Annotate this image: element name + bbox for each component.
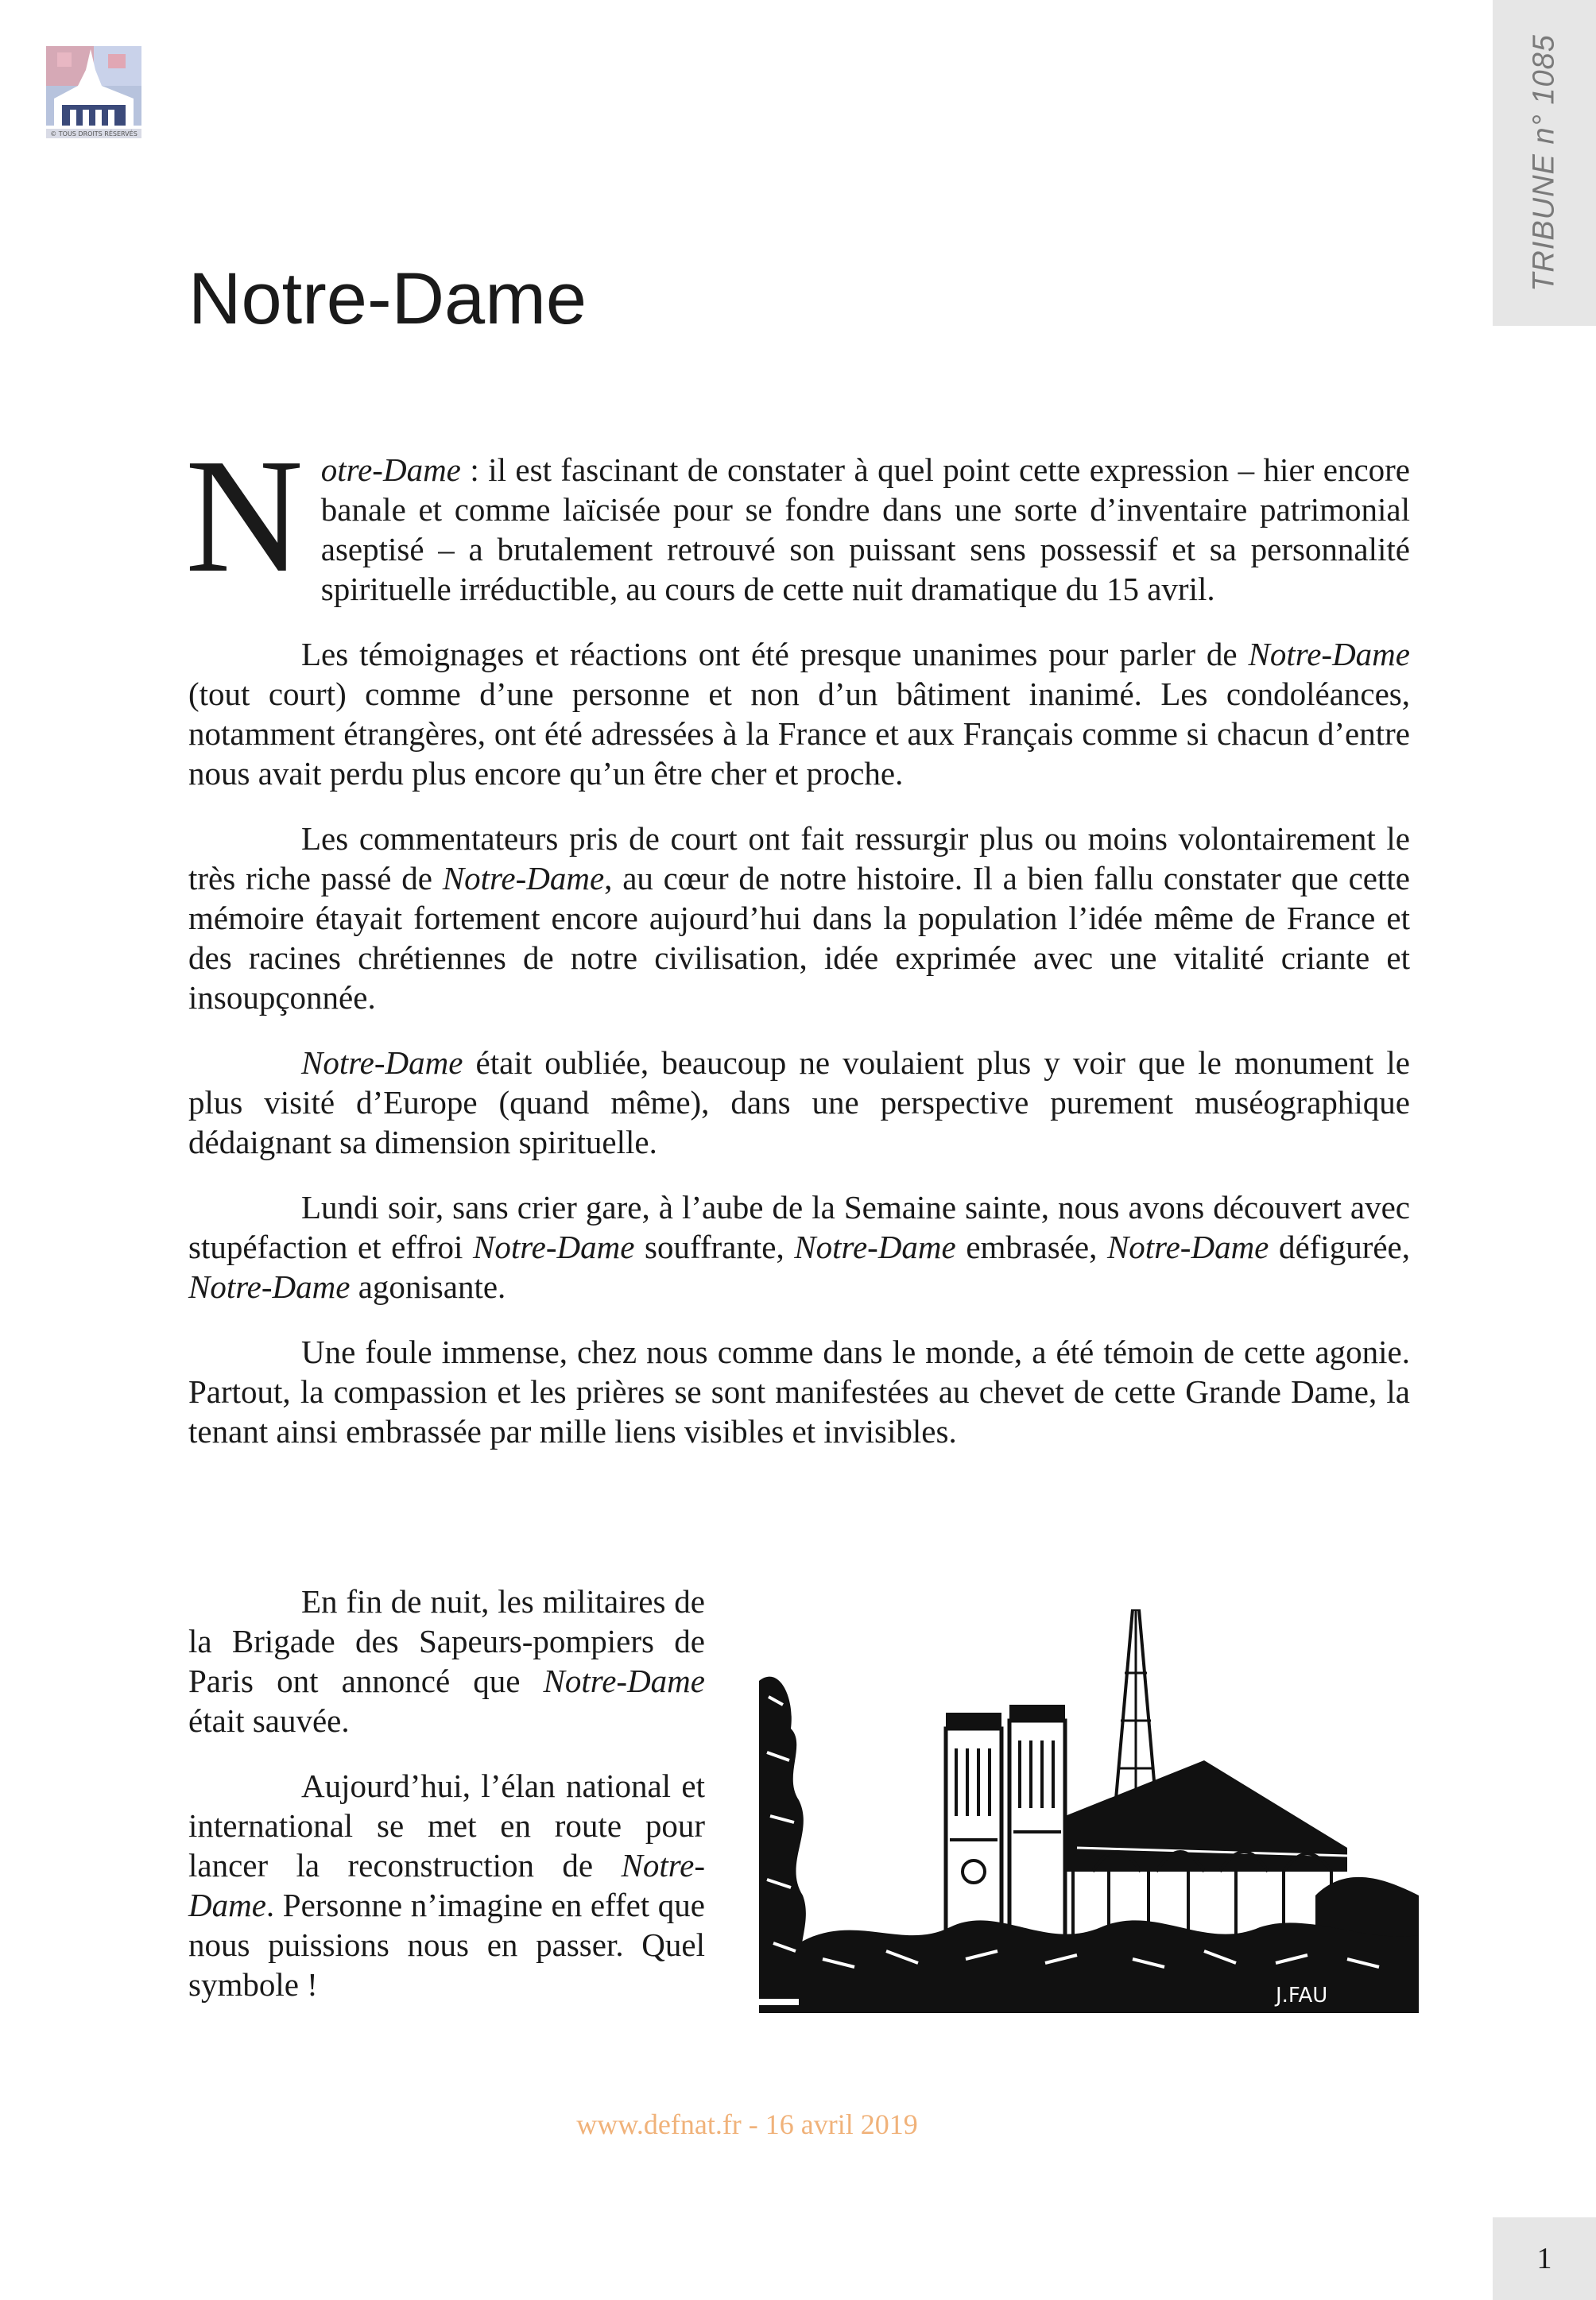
article-body [185,424,1410,1477]
italic-text: Notre-Dame [1106,1229,1269,1265]
paragraph-text: défigurée, [1269,1229,1410,1265]
paragraph-2 [188,634,1410,793]
paragraph-text: était oubliée, beaucoup ne voulaient plus y voir que le monument le plus visité d’Europe (quand même), dans une perspective purement muséographique dédaignant sa dimension spirituelle. [188,1044,1410,1160]
cathedral-illustration [759,1609,1419,2023]
paragraph-text: . Personne n’imagine en effet que nous puissions nous en passer. Quel symbole ! [188,1887,705,2003]
illustration-signature: J.FAU [1276,1984,1328,2008]
paragraph-text: Lundi soir, sans crier gare, à l’aube de la Semaine sainte, nous avons découvert avec stupéfaction et effroi [188,1189,1410,1265]
italic-lead: otre-Dame [320,451,461,488]
paragraph-text: (tout court) comme d’une personne et non d’un bâtiment inanimé. Les condoléances, notamment étrangères, ont été adressées à la France et aux Français comme si chacun d’entre nous avait perdu plus encore qu’un être cher et proche. [188,676,1410,792]
paragraph-1 [185,424,1410,609]
italic-text: Notre-Dame [188,1847,705,1923]
article-body-lower [188,1582,705,2030]
paragraph-7 [188,1582,705,1740]
page-number: 1 [1536,2242,1552,2275]
drop-cap: N [185,424,304,606]
paragraph-text: Les témoignages et réactions ont été presque unanimes pour parler de [301,636,1249,672]
page-number-tab [1493,2217,1596,2300]
italic-text: Notre-Dame [301,1044,463,1081]
logo-caption: © TOUS DROITS RÉSERVÉS [50,130,138,137]
italic-text: Notre-Dame [794,1229,956,1265]
issue-label: TRIBUNE n° 1085 [1527,34,1561,292]
italic-text: Notre-Dame [1248,636,1410,672]
italic-text: Notre-Dame [543,1663,705,1699]
italic-text: Notre-Dame [188,1268,351,1305]
paragraph-text: était sauvée. [188,1702,350,1739]
footer-source: www.defnat.fr - 16 avril 2019 [576,2108,918,2140]
paragraph-text: Les commentateurs pris de court ont fait ressurgir plus ou moins volontairement le très riche passé de [188,820,1410,896]
side-tab [1493,0,1596,326]
paragraph-3 [188,819,1410,1017]
paragraph-8 [188,1766,705,2004]
italic-text: Notre-Dame [442,860,605,896]
paragraph-text: agonisante. [350,1268,506,1305]
paragraph-text: , au cœur de notre histoire. Il a bien fallu constater que cette mémoire étayait fortement encore aujourd’hui dans la population l’idée même de France et des racines chrétiennes de notre civilisation, idée exprimée avec une vitalité criante et insoupçonnée. [188,860,1410,1016]
institution-logo-icon [46,46,141,140]
page-title: Notre-Dame [188,258,587,339]
paragraph-4 [188,1043,1410,1162]
paragraph-text: : il est fascinant de constater à quel point cette expression – hier encore banale et comme laïcisée pour se fondre dans une sorte d’inventaire patrimonial aseptisé – a brutalement retrouvé son puissant sens possessif et sa personnalité spirituelle irréductible, au cours de cette nuit dramatique du 15 avril. [320,451,1410,607]
paragraph-text: En fin de nuit, les militaires de la Brigade des Sapeurs-pompiers de Paris ont annoncé que [188,1583,705,1699]
paragraph-text: souffrante, [634,1229,795,1265]
paragraph-5 [188,1187,1410,1307]
paragraph-text: embrasée, [955,1229,1107,1265]
notre-dame-cathedral-drawing-icon [759,1609,1419,2023]
paragraph-text: Une foule immense, chez nous comme dans le monde, a été témoin de cette agonie. Partout, la compassion et les prières se sont manifestées au chevet de cette Grande Dame, la tenant ainsi embrassée par mille liens visibles et invisibles. [188,1334,1410,1450]
italic-text: Notre-Dame [472,1229,635,1265]
institution-logo [46,46,141,140]
paragraph-text: Aujourd’hui, l’élan national et international se met en route pour lancer la reconstruction de [188,1768,705,1884]
paragraph-6 [188,1332,1410,1451]
